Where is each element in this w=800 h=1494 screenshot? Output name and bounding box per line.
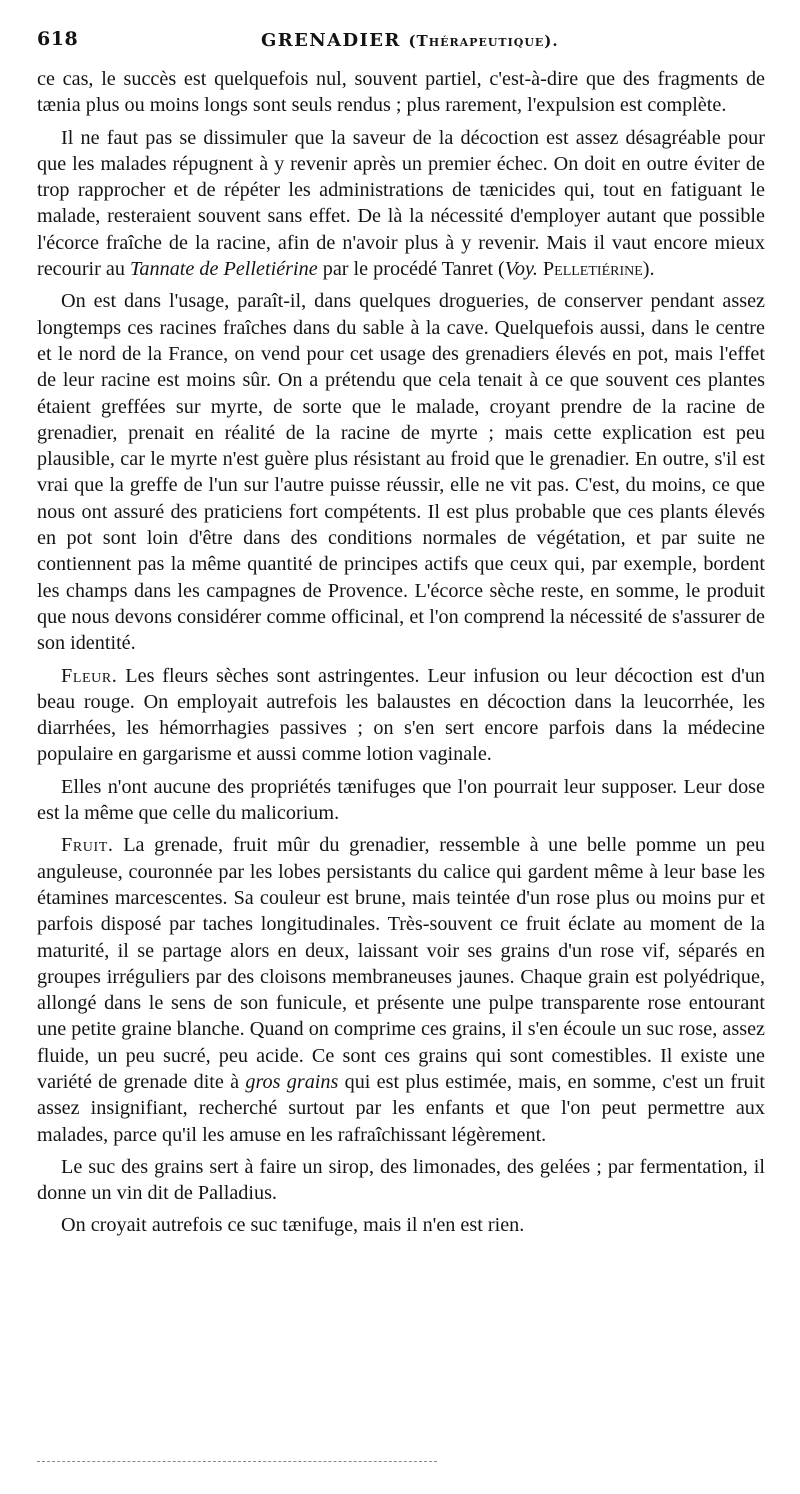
footer-rule	[37, 1461, 437, 1462]
paragraph-decoction-text-c: ).	[642, 258, 655, 281]
section-label-fleur: Fleur.	[61, 664, 118, 687]
paragraph-fleur	[37, 663, 765, 768]
running-head-subtitle: (Thérapeutique).	[408, 32, 559, 50]
cross-reference-pelletierine: Pelletiérine	[542, 258, 643, 281]
paragraph-fruit-text-b: qui est plus estimée, mais, en somme, c'est un fruit assez insignifiant, recherché surtout par les enfants et que l'on peut permettre aux malades, parce qu'il les amuse en les rafraîchissant légèrement.	[37, 1070, 765, 1146]
paragraph-decoction-text: Il ne faut pas se dissimuler que la saveur de la décoction est assez désagréable pour que les malades répugnent à y revenir après un premier échec. On doit en outre éviter de trop rapprocher et de répéter les administrations de tænicides qui, tout en fatiguant le malade, resteraient souvent sans effet. De là la nécessité d'employer autant que possible l'écorce fraîche de la racine, afin de n'avoir plus à y revenir. Mais il vaut encore mieux recourir au	[37, 126, 765, 281]
paragraph-taenifuges: Elles n'ont aucune des propriétés tænifuges que l'on pourrait leur supposer. Leur dose est la même que celle du malicorium.	[37, 775, 765, 825]
page-number: 618	[37, 28, 79, 50]
paragraph-continuation: ce cas, le succès est quelquefois nul, souvent partiel, c'est-à-dire que des fragments de tænia plus ou moins longs sont seuls rendus ; plus rarement, l'expulsion est complète.	[37, 68, 765, 117]
paragraph-decoction	[37, 125, 765, 283]
running-head	[261, 30, 559, 51]
gros-grains-term: gros grains	[245, 1070, 339, 1093]
voy-abbrev: Voy.	[504, 258, 538, 281]
paragraph-suc: Le suc des grains sert à faire un sirop, des limonades, des gelées ; par fermentation, il donne un vin dit de Palladius.	[37, 1155, 765, 1205]
paragraph-drogueries: On est dans l'usage, paraît-il, dans quelques drogueries, de conserver pendant assez longtemps ces racines fraîches dans du sable à la cave. Quelquefois aussi, dans le centre et le nord de la France, on vend pour cet usage des grenadiers élevés en pot, mais l'effet de leur racine est moins sûr. On a prétendu que cela tenait à ce que souvent ces plantes étaient greffées sur myrte, de sorte que le malade, croyant prendre de la racine de grenadier, prenait en réalité de la racine de myrte ; mais cette explication est peu plausible, car le myrte n'est guère plus résistant au froid que le grenadier. En outre, s'il est vrai que la greffe de l'un sur l'autre puisse réussir, elle ne vit pas. C'est, du moins, ce que nous ont assuré des praticiens fort compétents. Il est plus probable que ces plants élevés en pot sont loin d'être dans des conditions normales de végétation, et par suite ne contiennent pas la même quantité de principes actifs que ceux qui, par exemple, bordent les champs dans les campagnes de Provence. L'écorce sèche reste, en somme, le produit que nous devons considérer comme officinal, et l'on comprend la nécessité de s'assurer de son identité.	[37, 290, 765, 655]
tannate-reference: Tannate de Pelletiérine	[130, 258, 318, 281]
running-head-title: GRENADIER	[261, 30, 401, 51]
paragraph-decoction-text-b: par le procédé Tanret (	[322, 258, 505, 281]
section-label-fruit: Fruit.	[61, 834, 114, 857]
book-page	[37, 28, 766, 1237]
paragraph-fleur-text: Les fleurs sèches sont astringentes. Leur infusion ou leur décoction est d'un beau rouge. On employait autrefois les balaustes en décoction dans la leucorrhée, les diarrhées, les hémorrhagies passives ; on s'en sert encore parfois dans la médecine populaire en gargarisme et aussi comme lotion vaginale.	[37, 664, 766, 766]
paragraph-fruit-text: La grenade, fruit mûr du grenadier, ressemble à une belle pomme un peu anguleuse, couronnée par les lobes persistants du calice qui gardent même à leur base les étamines marcescentes. Sa couleur est brune, mais teintée d'un rose plus ou moins pur et parfois disposé par taches longitudinales. Très-souvent ce fruit éclate au moment de la maturité, il se partage alors en deux, laissant voir ses grains d'un rose vif, séparés en groupes irréguliers par des cloisons membraneuses jaunes. Chaque grain est polyédrique, allongé dans le sens de son funicule, et présente une pulpe transparente rose entourant une petite graine blanche. Quand on comprime ces grains, il s'en écoule un suc rose, assez fluide, un peu sucré, peu acide. Ce sont ces grains qui sont comestibles. Il existe une variété de grenade dite à	[37, 834, 766, 1093]
paragraph-fruit	[37, 832, 765, 1148]
paragraph-final: On croyait autrefois ce suc tænifuge, mais il n'en est rien.	[61, 1214, 525, 1237]
page-header	[37, 28, 765, 68]
body-text	[37, 66, 765, 1239]
